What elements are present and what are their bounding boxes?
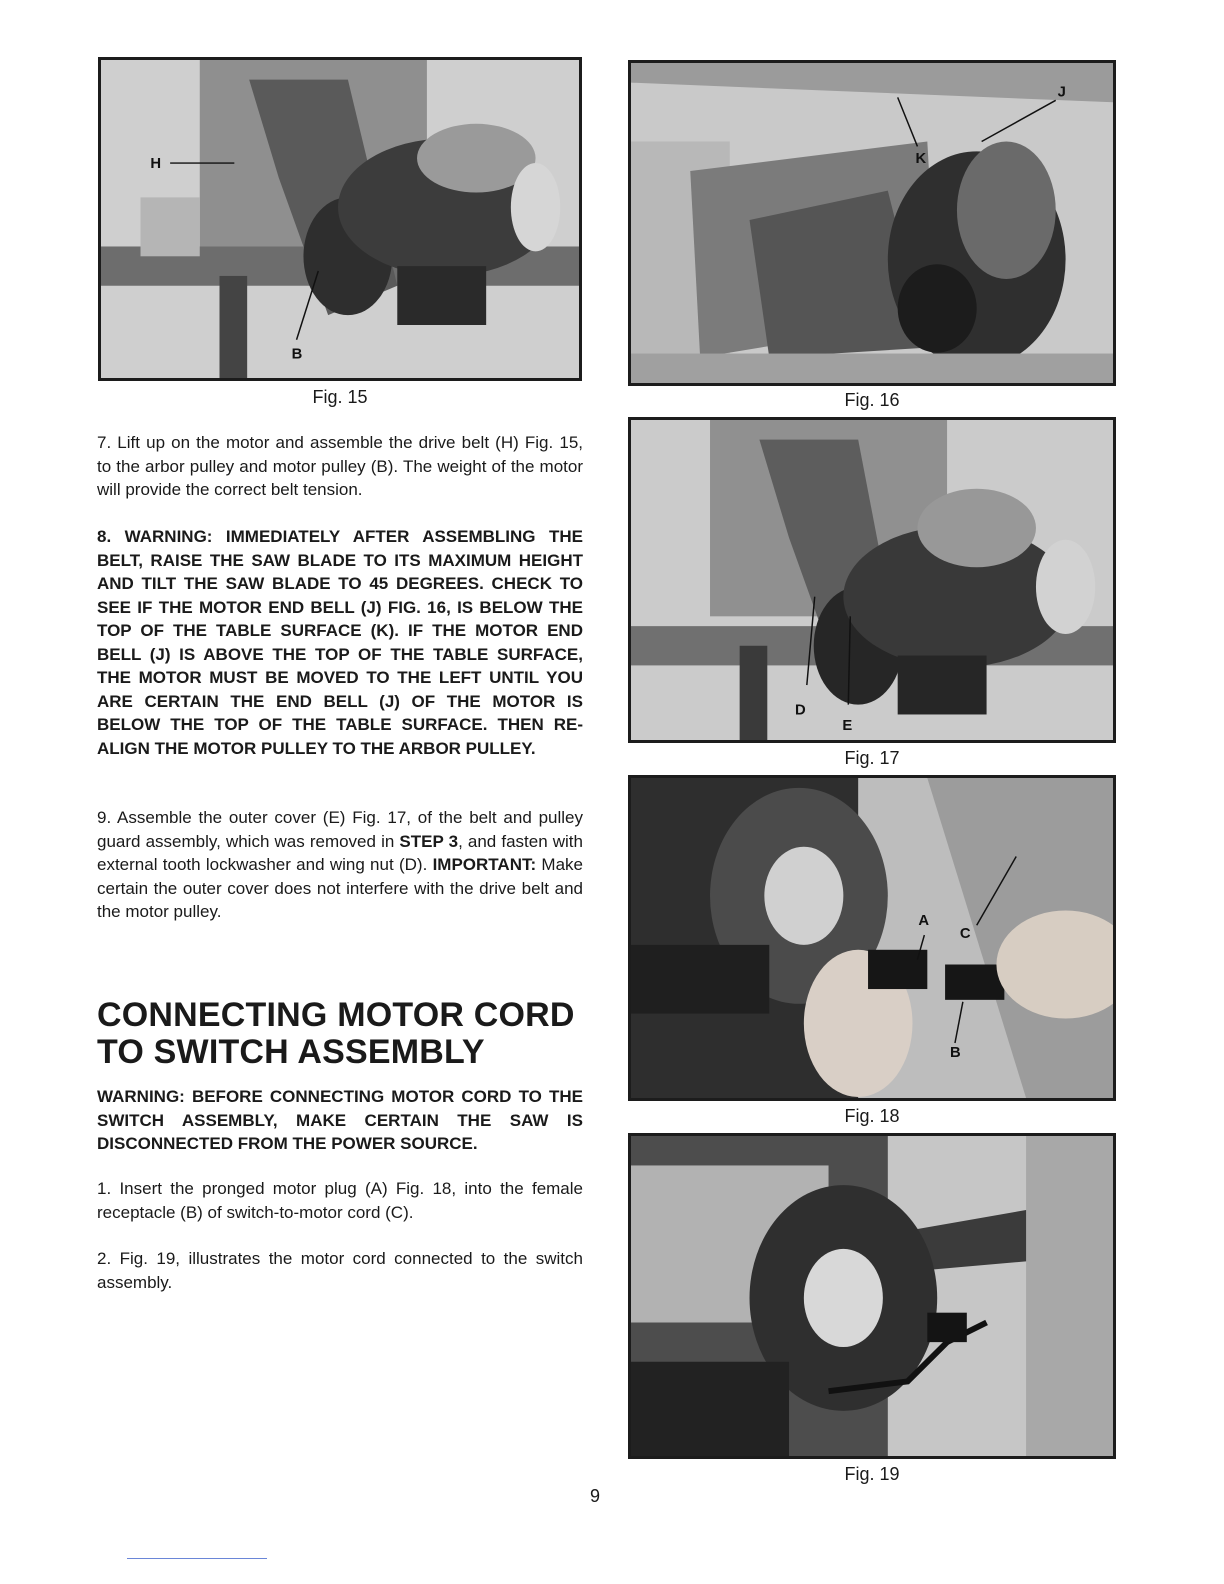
page-number: 9 <box>590 1486 601 1506</box>
figure-17-photo <box>628 417 1116 743</box>
figure-16-photo <box>628 60 1116 386</box>
figure-16-label-j: J <box>1057 84 1066 101</box>
figure-18-caption: Fig. 18 <box>844 1106 900 1126</box>
step-9-text-part-2: , and fasten with external tooth lockwasher and wing nut (D). <box>97 831 583 874</box>
section-step-1-text: 1. Insert the pronged motor plug (A) Fig. 18, into the female receptacle (B) of switch-to-motor cord (C). <box>97 1179 583 1222</box>
figure-19-caption: Fig. 19 <box>844 1464 900 1484</box>
figure-17-label-d: D <box>794 702 806 719</box>
figure-15-photo <box>98 57 582 381</box>
figure-19-photo <box>628 1133 1116 1459</box>
figure-17-label-e: E <box>842 718 853 735</box>
figure-16-caption: Fig. 16 <box>844 390 900 410</box>
step-9-text <box>97 806 583 924</box>
section-step-1 <box>97 1177 583 1224</box>
figure-17-caption: Fig. 17 <box>844 748 900 768</box>
section-title-line-1: CONNECTING MOTOR CORD <box>97 996 575 1034</box>
step-9-step-ref: STEP 3 <box>399 831 459 851</box>
step-9-text-part-1: 9. Assemble the outer cover (E) Fig. 17, of the belt and pulley guard assembly, which was removed in <box>97 808 583 851</box>
step-9 <box>97 806 583 924</box>
step-9-important-label: IMPORTANT: <box>432 855 537 874</box>
step-8-warning-text: 8. WARNING: IMMEDIATELY AFTER ASSEMBLING THE BELT, RAISE THE SAW BLADE TO ITS MAXIMUM HEIGHT AND TILT THE SAW BLADE TO 45 DEGREES. CHECK TO SEE IF THE MOTOR END BELL (J) FIG. 16, IS BELOW THE TOP OF THE TABLE SURFACE (K). IF THE MOTOR END BELL (J) IS ABOVE THE TOP OF THE TABLE SURFACE, THE MOTOR MUST BE MOVED TO THE LEFT UNTIL YOU ARE CERTAIN THE END BELL (J) OF THE MOTOR IS BELOW THE TOP OF THE TABLE SURFACE. THEN RE-ALIGN THE MOTOR PULLEY TO THE ARBOR PULLEY. <box>97 527 583 758</box>
step-8 <box>97 525 583 760</box>
step-7 <box>97 431 583 502</box>
figure-18-label-b: B <box>950 1044 961 1061</box>
section-step-2-text: 2. Fig. 19, illustrates the motor cord connected to the switch assembly. <box>97 1249 583 1292</box>
step-9-text-part-3: Make certain the outer cover does not interfere with the drive belt and the motor pulley. <box>97 855 583 921</box>
section-title-line-2: TO SWITCH ASSEMBLY <box>97 1033 485 1071</box>
footer-rule <box>127 1558 267 1559</box>
section-warning-text: WARNING: BEFORE CONNECTING MOTOR CORD TO THE SWITCH ASSEMBLY, MAKE CERTAIN THE SAW IS DISCONNECTED FROM THE POWER SOURCE. <box>97 1087 583 1153</box>
figure-15-label-h: H <box>150 156 162 172</box>
figure-18-label-a: A <box>918 913 930 930</box>
figure-18-photo <box>628 775 1116 1101</box>
section-warning <box>97 1085 583 1156</box>
step-7-text: 7. Lift up on the motor and assemble the drive belt (H) Fig. 15, to the arbor pulley and motor pulley (B). The weight of the motor will provide the correct belt tension. <box>97 433 583 499</box>
section-step-2 <box>97 1247 583 1294</box>
figure-15-label-b: B <box>291 346 303 363</box>
section-heading <box>97 997 583 1071</box>
figure-15-caption: Fig. 15 <box>312 387 368 407</box>
figure-18-label-c: C <box>959 926 971 942</box>
figure-16-label-k: K <box>915 151 927 168</box>
